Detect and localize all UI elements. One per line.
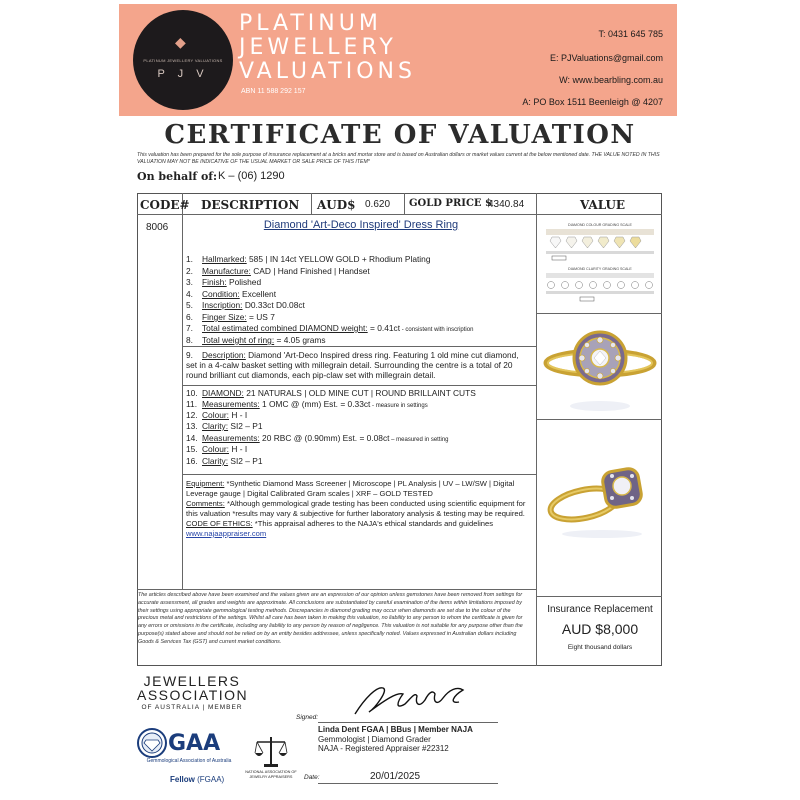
behalf-label: On behalf of: xyxy=(137,170,218,183)
signer-registration: NAJA - Registered Appraiser #22312 xyxy=(318,744,449,753)
insurance-label: Insurance Replacement xyxy=(547,604,653,615)
line-label: Hallmarked: xyxy=(202,254,247,264)
aud-value: 0.620 xyxy=(365,199,391,210)
clarity-diamond-icons xyxy=(548,282,653,289)
line-label: Condition: xyxy=(202,289,240,299)
line-note: - consistent with inscription xyxy=(400,327,474,333)
item-line xyxy=(186,300,305,312)
line-label: Clarity: xyxy=(202,421,229,431)
table-divider xyxy=(404,193,405,214)
comments-label: Comments: xyxy=(186,499,225,508)
description-label: Description: xyxy=(202,350,246,360)
ethics-label: CODE OF ETHICS: xyxy=(186,519,253,528)
fellow-label: Fellow xyxy=(170,775,195,784)
header-value: VALUE xyxy=(580,198,626,212)
ring-photo-side xyxy=(542,424,658,544)
signature-line xyxy=(318,722,498,723)
line-number: 7. xyxy=(186,323,193,333)
line-value: = US 7 xyxy=(246,312,275,322)
line-number: 9. xyxy=(186,350,193,360)
brand-line: PLATINUM xyxy=(239,11,382,36)
legal-disclaimer: The articles described above have been examined and the values given are an expression of our opinion unless gemstones have been removed from settings for accurate assessment, all grades and weights are approximate. All conclusions are substantiated by careful examination of the items within limitations imposed by their settings using appropriate gemmological testing methods. Discrepancies in diamond grading may occur when diamonds are set due to the colour of the precious metal and restrictions of the settings. Whilst all care has been taken in making this valuation, no liability to any person to whom the certificate is given for any errors or omissions in the certificate, including any liability to any person by reason of negligence. This valuation is not suitable for any purpose other than the purpose(s) stated above and should not be relied on by an entity besides addressee, unless specifically noted. Values expressed in Australian dollars including Goods & Services Tax (GST) and current market conditions. xyxy=(138,592,523,645)
table-divider xyxy=(137,589,536,590)
line-value: D0.33ct D0.08ct xyxy=(242,300,305,310)
colour-diamond-icons xyxy=(550,237,641,248)
naja-full-name: NATIONAL ASSOCIATION OF JEWELRY APPRAISERS xyxy=(245,770,297,779)
line-label: Inscription: xyxy=(202,300,243,310)
line-value: H - I xyxy=(229,444,248,454)
item-title: Diamond 'Art-Deco Inspired' Dress Ring xyxy=(263,219,459,231)
ring-photo-top xyxy=(542,318,658,416)
line-number: 12. xyxy=(186,410,198,420)
table-divider xyxy=(182,474,536,475)
brand-line: JEWELLERY xyxy=(239,35,397,60)
signature xyxy=(345,678,485,722)
item-line xyxy=(186,254,431,266)
gaa-logo-text: GAA xyxy=(168,731,221,756)
signed-label: Signed: xyxy=(296,714,319,721)
line-value: = 0.41ct xyxy=(367,323,401,333)
line-value: 20 RBC @ (0.90mm) Est. = 0.08ct xyxy=(259,433,390,443)
line-number: 5. xyxy=(186,300,193,310)
date-value: 20/01/2025 xyxy=(370,771,421,782)
gaa-full-name: Gemmological Association of Australia xyxy=(146,758,232,764)
item-line xyxy=(186,444,247,456)
line-value: 21 NATURALS | OLD MINE CUT | ROUND BRILLAINT CUTS xyxy=(243,388,476,398)
item-line xyxy=(186,456,263,468)
naja-link[interactable]: www.najaappraiser.com xyxy=(186,529,267,538)
colour-scale-bar xyxy=(546,229,654,235)
line-label: Manufacture: xyxy=(202,266,251,276)
line-label: Total estimated combined DIAMOND weight: xyxy=(202,323,368,333)
company-logo xyxy=(133,10,233,110)
line-value: Excellent xyxy=(239,289,277,299)
fellow-suffix: (FGAA) xyxy=(194,775,225,784)
table-divider xyxy=(182,193,183,589)
table-divider xyxy=(536,596,662,597)
date-label: Date: xyxy=(304,774,320,781)
line-label: Clarity: xyxy=(202,456,229,466)
line-value: H - I xyxy=(229,410,248,420)
signer-title: Gemmologist | Diamond Grader xyxy=(318,734,431,744)
grading-scale-chart xyxy=(542,220,658,310)
line-value: 585 | IN 14ct YELLOW GOLD + Rhodium Plating xyxy=(246,254,431,264)
comments-text: *Although gemmological grade testing has been conducted using scientific equipment for this valuation *results may vary & subjective for further laboratory analysis & testing may be required. xyxy=(186,499,526,518)
item-line xyxy=(186,335,326,347)
item-line xyxy=(186,421,263,433)
line-number: 3. xyxy=(186,277,193,287)
signer-name: Linda Dent FGAA | BBus | Member NAJA xyxy=(318,725,473,734)
line-label: Colour: xyxy=(202,410,229,420)
line-number: 6. xyxy=(186,312,193,322)
insurance-value: AUD $8,000 xyxy=(561,621,639,637)
item-line xyxy=(186,323,473,335)
date-line xyxy=(318,783,498,784)
line-value: CAD | Hand Finished | Handset xyxy=(250,266,370,276)
description-paragraph xyxy=(186,350,530,381)
table-divider xyxy=(182,385,536,386)
contact-website: W: www.bearbling.com.au xyxy=(559,75,663,85)
item-code: 8006 xyxy=(146,222,169,233)
diamond-icon: ◆ xyxy=(175,34,186,50)
disclaimer: This valuation has been prepared for the sole purpose of insurance replacement at a bricks and mortar store and is based on Australian dollars or market values current at the below mentioned date. THE VALUE NOTED IN THIS VALUATION MAY NOT BE INDICATIVE OF THE USUAL MARKET OR SALE PRICE OF THIS ITEM* xyxy=(137,152,660,165)
contact-email: E: PJValuations@gmail.com xyxy=(549,53,663,63)
line-note: - measure in settings xyxy=(370,403,428,409)
line-label: Measurements: xyxy=(202,433,260,443)
line-label: Finish: xyxy=(202,277,227,287)
line-number: 4. xyxy=(186,289,193,299)
line-label: Finger Size: xyxy=(202,312,247,322)
header-description: DESCRIPTION xyxy=(201,198,300,212)
line-value: SI2 – P1 xyxy=(228,421,263,431)
header-aud: AUD$ xyxy=(317,198,356,212)
ja-line: ASSOCIATION xyxy=(137,687,249,703)
contact-phone: T: 0431 645 785 xyxy=(598,29,663,39)
line-number: 11. xyxy=(186,399,198,409)
logo-monogram: P J V xyxy=(157,68,209,80)
table-divider xyxy=(311,193,312,214)
line-number: 14. xyxy=(186,433,198,443)
line-label: Colour: xyxy=(202,444,229,454)
line-value: Polished xyxy=(226,277,262,287)
grading-scales xyxy=(542,220,658,310)
table-divider xyxy=(536,313,662,314)
brand-line: VALUATIONS xyxy=(239,59,416,84)
ja-line: JEWELLERS xyxy=(143,673,241,689)
table-divider xyxy=(536,419,662,420)
behalf-value: K – (06) 1290 xyxy=(218,170,285,182)
signer-details xyxy=(318,725,473,754)
line-number: 1. xyxy=(186,254,193,264)
ja-member-text: OF AUSTRALIA | MEMBER xyxy=(141,704,243,711)
abn-number: ABN 11 588 292 157 xyxy=(241,88,306,95)
gold-price-value: 4340.84 xyxy=(488,199,525,210)
logo-ring-text: PLATINUM JEWELLERY VALUATIONS xyxy=(143,58,223,63)
header-code: CODE# xyxy=(140,198,190,212)
naja-scales-icon xyxy=(252,733,290,769)
line-label: DIAMOND: xyxy=(202,388,244,398)
page-title: CERTIFICATE OF VALUATION xyxy=(164,120,636,150)
equipment-paragraph xyxy=(186,479,530,539)
line-number: 13. xyxy=(186,421,198,431)
line-number: 2. xyxy=(186,266,193,276)
line-note: – measured in setting xyxy=(389,437,449,443)
contact-address: A: PO Box 1511 Beenleigh @ 4207 xyxy=(522,97,663,107)
line-number: 15. xyxy=(186,444,198,454)
line-number: 16. xyxy=(186,456,198,466)
header-banner xyxy=(119,4,677,116)
jewellers-association-logo xyxy=(137,674,247,702)
line-number: 10. xyxy=(186,388,198,398)
line-value: = 4.05 grams xyxy=(274,335,326,345)
line-number: 8. xyxy=(186,335,193,345)
colour-scale-title: DIAMOND COLOUR GRADING SCALE xyxy=(568,223,632,227)
item-line xyxy=(186,277,261,289)
line-label: Measurements: xyxy=(202,399,260,409)
header-gold-price: GOLD PRICE $ xyxy=(409,198,492,209)
insurance-value-words: Eight thousand dollars xyxy=(567,644,633,651)
gaa-emblem-icon xyxy=(137,728,167,758)
brand-name xyxy=(239,12,416,84)
line-value: 1 OMC @ (mm) Est. = 0.33ct xyxy=(259,399,371,409)
line-value: SI2 – P1 xyxy=(228,456,263,466)
line-label: Total weight of ring: xyxy=(202,335,275,345)
ethics-text: *This appraisal adheres to the NAJA's ethical standards and guidelines xyxy=(252,519,494,528)
gaa-fellow-text xyxy=(170,775,224,784)
description-text: Diamond 'Art-Deco Inspired dress ring. Featuring 1 old mine cut diamond, set in a 4-calw basket setting with millegrain detail. Surrounding the centre is a total of 20 round brilliant cut diamonds, each pip-claw set with millegrain detail. xyxy=(186,350,519,381)
equipment-text: *Synthetic Diamond Mass Screener | Microscope | PL Analysis | UV – LW/SW | Digital Leverage gauge | Digital Calibrated Gram scales | XRF – GOLD TESTED xyxy=(186,479,515,498)
equipment-label: Equipment: xyxy=(186,479,225,488)
table-divider xyxy=(137,214,662,215)
clarity-scale-title: DIAMOND CLARITY GRADING SCALE xyxy=(568,267,632,271)
